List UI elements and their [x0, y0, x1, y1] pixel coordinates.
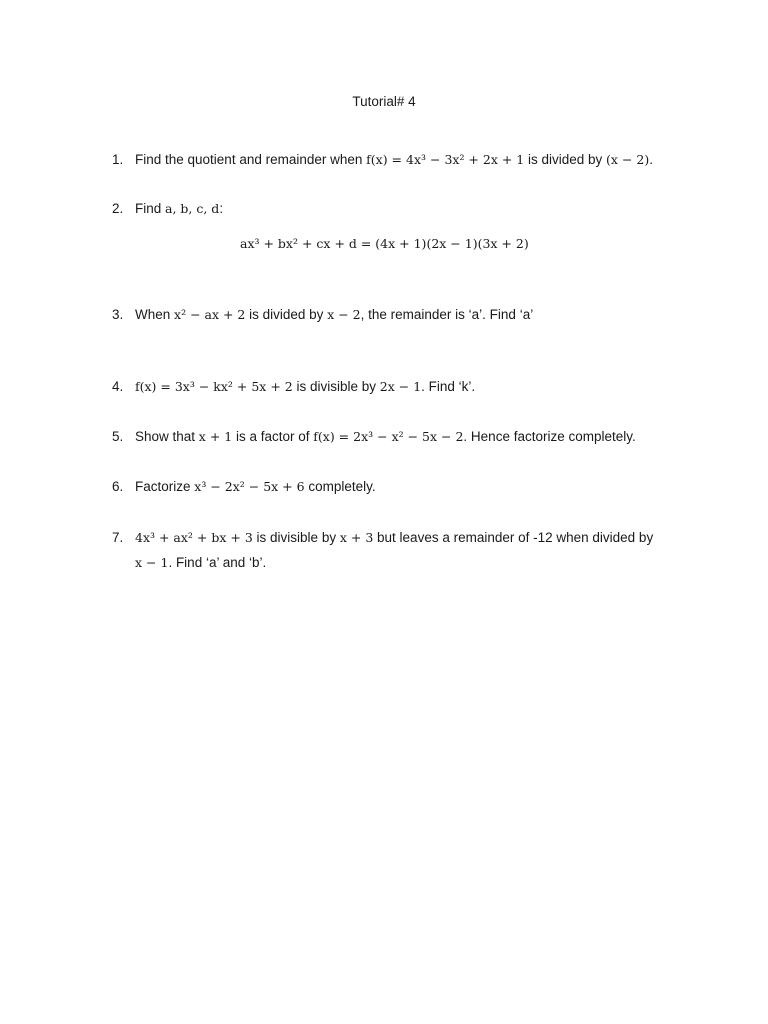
text-segment: but leaves a remainder of -12 when divided by: [373, 530, 654, 545]
question-text: [135, 480, 376, 494]
display-equation: ax³ + bx² + cx + d = (4x + 1)(2x − 1)(3x + 2): [240, 236, 529, 251]
text-segment: Show that: [135, 429, 199, 444]
text-segment: . Find ‘k’.: [421, 379, 476, 394]
text-segment: is divided by: [245, 307, 328, 322]
text-segment: Find the quotient and remainder when: [135, 152, 367, 167]
text-segment: Find: [135, 201, 166, 216]
question-number: 3.: [112, 307, 124, 322]
math-expression: f(x) = 4x³ − 3x² + 2x + 1: [366, 152, 525, 167]
text-segment: . Hence factorize completely.: [463, 429, 636, 444]
question-number: 7.: [112, 530, 124, 545]
math-expression: x² − ax + 2: [174, 307, 246, 322]
question-number: 4.: [112, 379, 124, 394]
text-segment: is divisible by: [292, 379, 380, 394]
math-expression: 4x³ + ax² + bx + 3: [135, 530, 253, 545]
question-number: 6.: [112, 479, 124, 494]
text-segment: is divided by: [524, 152, 607, 167]
page-title: Tutorial# 4: [352, 94, 416, 109]
question-text: [135, 531, 653, 545]
math-expression: (x − 2): [606, 152, 650, 167]
math-expression: x³ − 2x² − 5x + 6: [194, 479, 305, 494]
math-expression: f(x) = 2x³ − x² − 5x − 2: [313, 429, 464, 444]
question-text: [135, 153, 653, 167]
question-text: [135, 430, 636, 444]
math-expression: x − 2: [327, 307, 361, 322]
question-number: 5.: [112, 429, 124, 444]
question-text: [135, 308, 533, 322]
text-segment: Factorize: [135, 479, 195, 494]
math-expression: x − 1: [135, 555, 169, 570]
math-expression: x + 3: [339, 530, 374, 545]
text-segment: completely.: [304, 479, 376, 494]
text-segment: When: [135, 307, 175, 322]
text-segment: is a factor of: [232, 429, 314, 444]
question-number: 1.: [112, 152, 124, 167]
question-text: [135, 380, 475, 394]
text-segment: :: [219, 201, 224, 216]
math-expression: x + 1: [198, 429, 233, 444]
text-segment: , the remainder is ‘a’. Find ‘a’: [360, 307, 534, 322]
math-expression: 2x − 1: [379, 379, 422, 394]
question-number: 2.: [112, 201, 124, 216]
text-segment: is divisible by: [252, 530, 340, 545]
math-expression: a, b, c, d: [165, 201, 220, 216]
math-expression: f(x) = 3x³ − kx² + 5x + 2: [135, 379, 293, 394]
question-text-continued: [135, 556, 266, 570]
text-segment: . Find ‘a’ and ‘b’.: [168, 555, 267, 570]
text-segment: .: [649, 152, 653, 167]
question-text: [135, 202, 223, 216]
